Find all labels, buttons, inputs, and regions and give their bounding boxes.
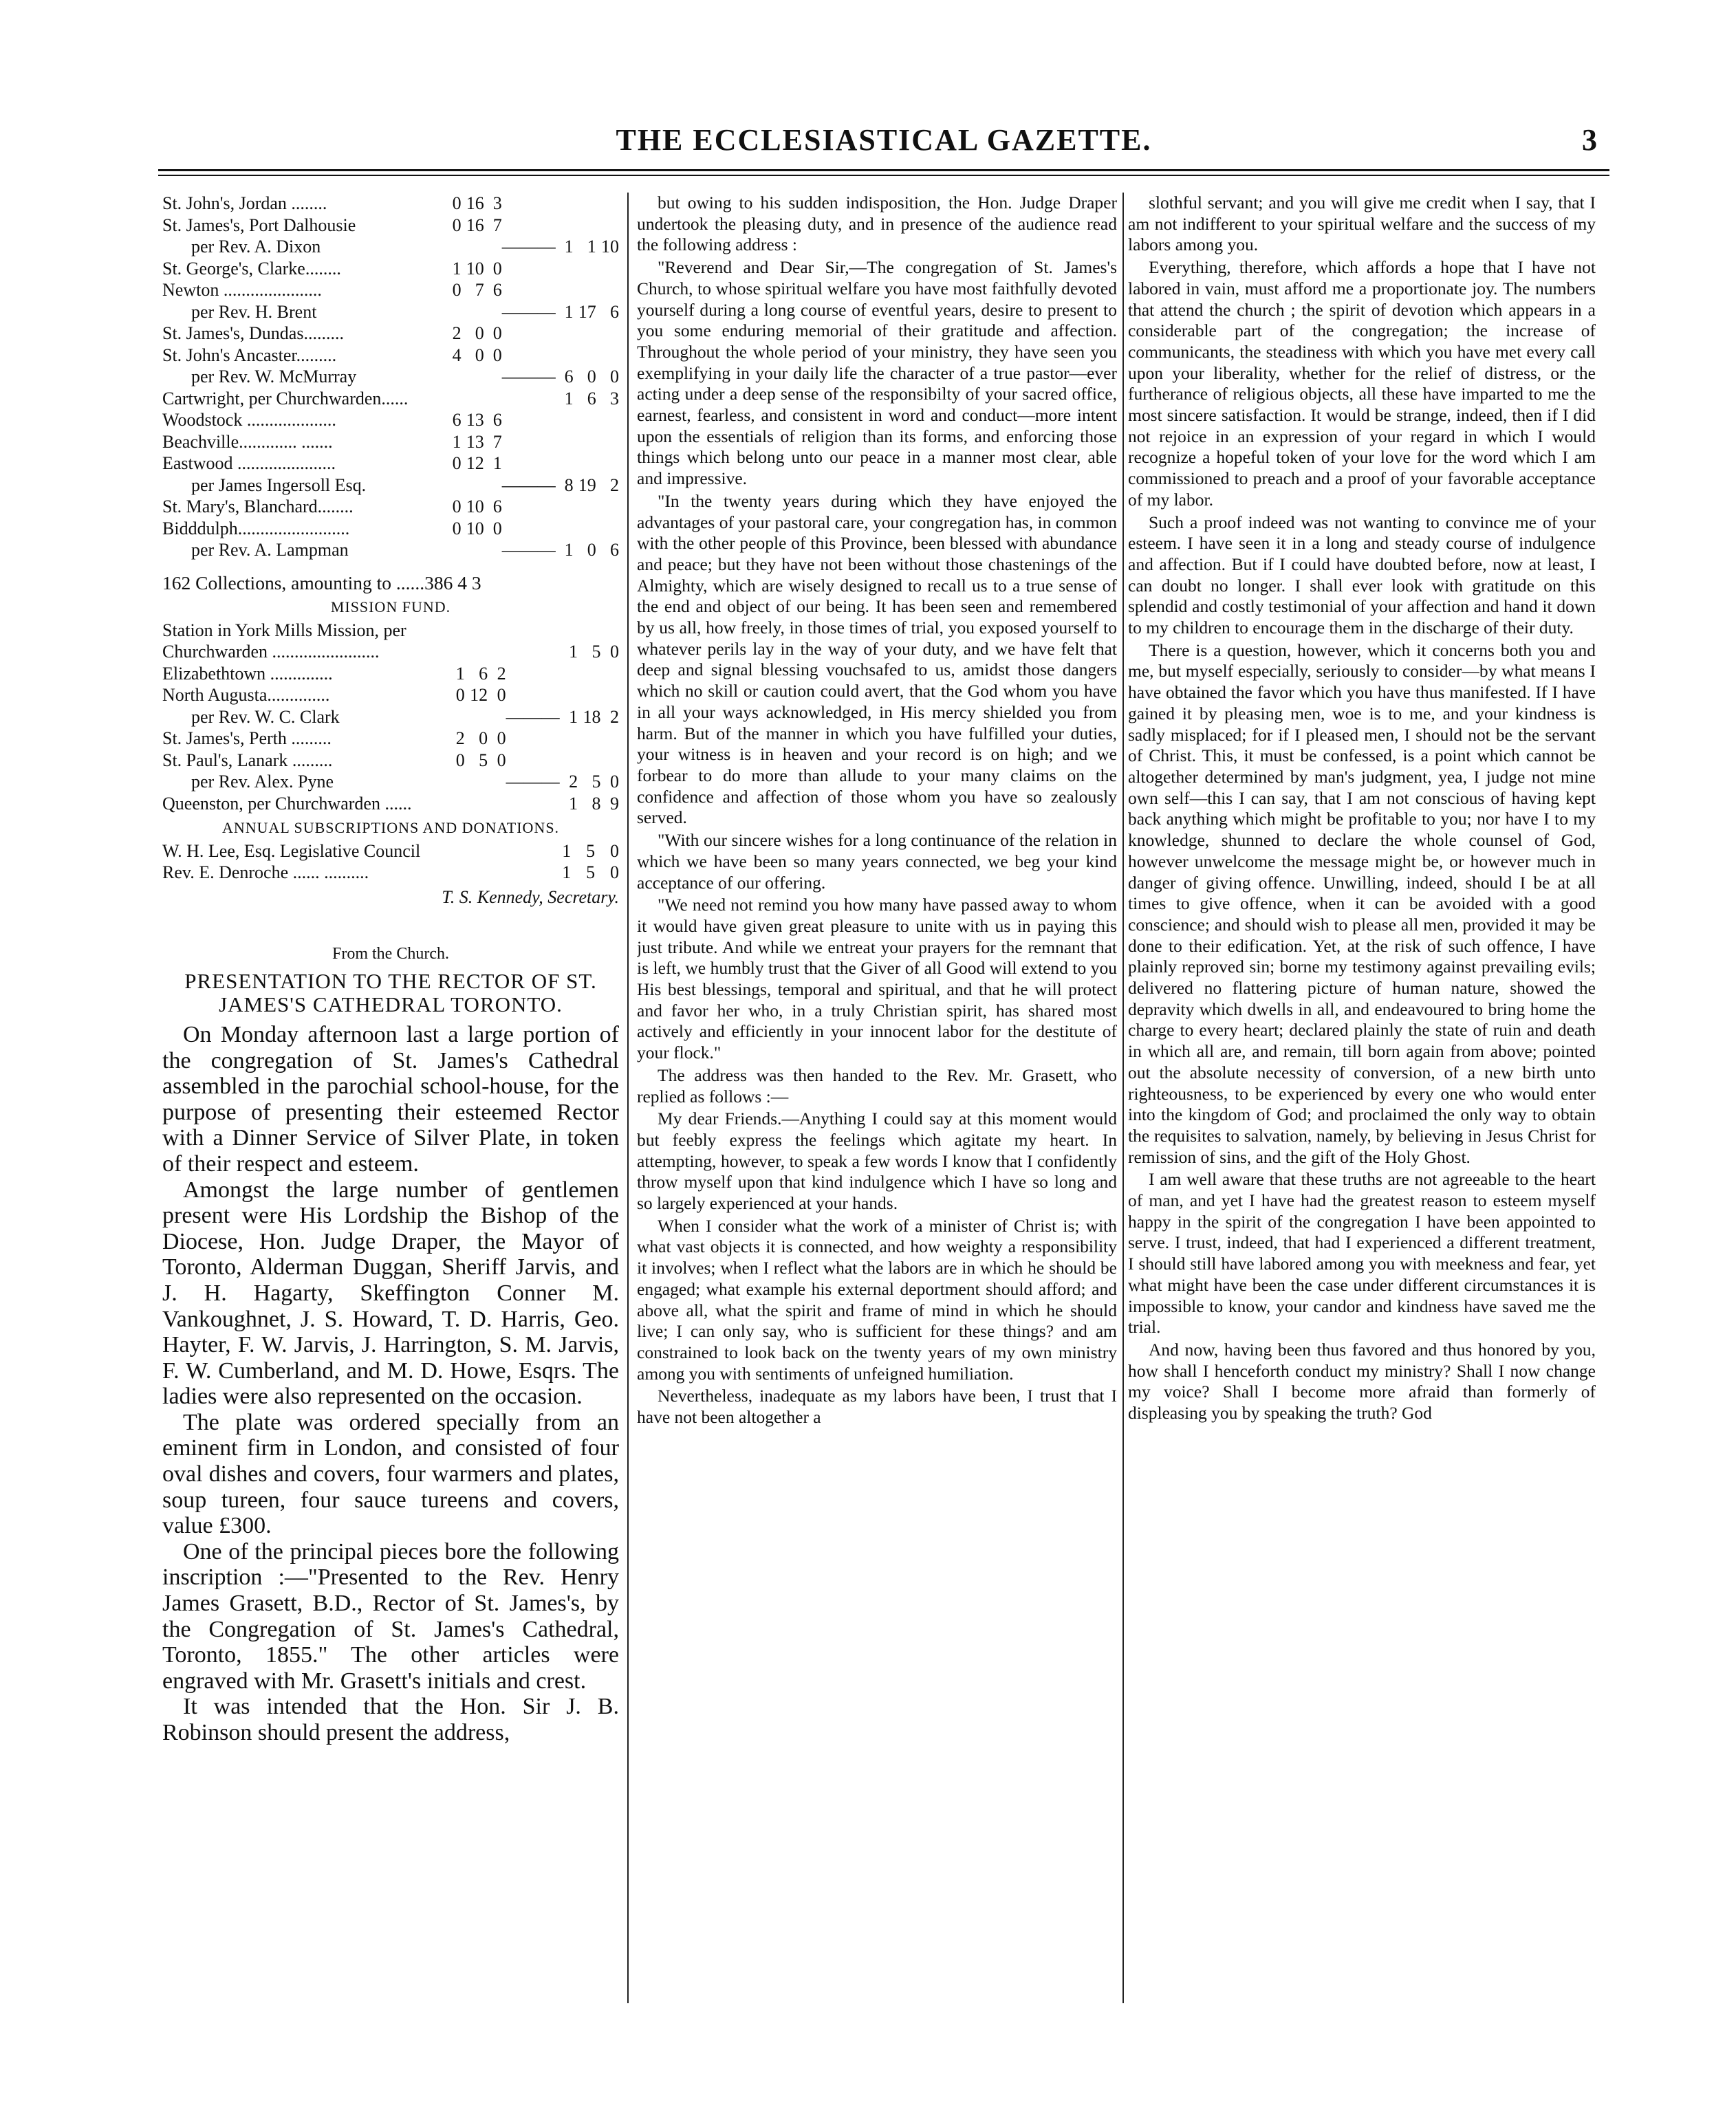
ledger-name: Newton ...................... [162, 280, 322, 300]
ledger-total-shillings [574, 518, 596, 540]
ledger-total-pounds [556, 345, 574, 367]
ledger-name: Woodstock .................... [162, 410, 336, 430]
ledger-dash [506, 728, 560, 750]
ledger-dash [502, 431, 556, 453]
ledger-shillings: 6 [479, 663, 488, 684]
ledger-total-pounds [560, 750, 578, 772]
ledger-dash [502, 388, 556, 410]
ledger-pence [488, 706, 506, 728]
ledger-pence: 7 [492, 215, 502, 235]
ledger-total-pence [601, 620, 620, 642]
ledger-shillings: 13 [466, 410, 484, 430]
ledger-total-shillings: 5 [592, 772, 601, 792]
ledger-row [162, 215, 619, 237]
ledger-total-pence [596, 518, 619, 540]
ledger-row [162, 539, 619, 561]
ledger-name: St. Paul's, Lanark ......... [162, 750, 333, 770]
ledger-name: per Rev. H. Brent [191, 301, 317, 322]
ledger-total-shillings [578, 663, 600, 685]
ledger-row [162, 728, 619, 750]
ledger-row [162, 475, 619, 497]
ledger-total-pounds [556, 323, 574, 345]
ledger-total-shillings [574, 215, 596, 237]
ledger-shillings [462, 366, 484, 388]
ledger-name: Cartwright, per Churchwarden...... [162, 388, 409, 408]
ledger-dash: ——— [506, 706, 560, 727]
ledger-name: W. H. Lee, Esq. Legislative Council [162, 840, 421, 861]
ledger-row [162, 431, 619, 453]
ledger-total-pence [596, 452, 619, 475]
ledger-row [162, 771, 619, 793]
ledger-total-shillings [578, 728, 600, 750]
ledger-total-shillings [574, 258, 596, 280]
address-paragraph: "We need not remind you how many have passed away to whom it would have given great pleasure to unite with us in paying this just tribute. And while we entreat your prayers for the remnant that is left, we humbly trust that the Giver of all Good will extend to you His best blessings, temporal and spiritual, and that he will protect and favor her who, in a truly Christian spirit, has shared most actively and efficiently in your innocent labor for the destitute of your flock." [637, 895, 1117, 1063]
masthead-title: THE ECCLESIASTICAL GAZETTE. [616, 123, 1152, 157]
annual-subscriptions-caption: ANNUAL SUBSCRIPTIONS AND DONATIONS. [221, 819, 560, 837]
ledger-pence [488, 793, 506, 815]
ledger-pence [484, 236, 502, 258]
ledger-shillings: 5 [479, 750, 488, 770]
ledger-dash [506, 684, 560, 706]
signed-text: T. S. Kennedy, Secretary. [442, 886, 619, 907]
ledger-pence: 1 [492, 453, 502, 473]
ledger-pounds [446, 793, 464, 815]
ledger-total-pence: 10 [601, 237, 619, 257]
ledger-total-pounds [556, 258, 574, 280]
article-body-col1 [162, 1022, 619, 1746]
ledger-name: Rev. E. Denroche ...... .......... [162, 862, 369, 883]
reply-paragraph: Such a proof indeed was not wanting to convince me of your esteem. I have seen it in a long and steady course of indulgence and affection. But if I could have doubted before, now at least, I can doubt no longer. I shall ever look with gratitude on this splendid and costly testimonial of your affection and hand it down to my children to encourage them in the discharge of their duty. [1128, 512, 1596, 638]
ledger-total-pence: 0 [610, 367, 619, 386]
ledger-total-shillings: 5 [586, 862, 596, 883]
ledger-pence: 0 [497, 728, 506, 749]
ledger-pounds [446, 706, 464, 728]
header-rule-thin [158, 175, 1609, 176]
ledger-name: per Rev. W. C. Clark [191, 706, 340, 727]
ledger-total-shillings [578, 750, 600, 772]
ledger-shillings: 10 [466, 497, 484, 516]
ledger-pounds [444, 366, 462, 388]
ledger-total-shillings: 0 [587, 540, 596, 560]
ledger-total-shillings: 5 [586, 840, 596, 861]
ledger-pence [488, 620, 506, 642]
ledger-shillings: 10 [466, 518, 484, 538]
ledger-total-pence: 6 [610, 301, 619, 322]
ledger-total-pounds: 1 [569, 642, 578, 662]
ledger-pounds [448, 840, 470, 862]
ledger-row [162, 193, 619, 215]
ledger-total-shillings [578, 684, 600, 706]
ledger-shillings [465, 620, 488, 642]
ledger-pence: 6 [492, 410, 502, 430]
ledger-total-shillings [574, 496, 596, 518]
ledger-pence: 0 [492, 518, 502, 538]
address-paragraph: "Reverend and Dear Sir,—The congregation of St. James's Church, to whose spiritual welfare you have most faithfully devoted yourself during a long course of eventful years, desire to present to you some enduring memorial of their gratitude and affection. Throughout the whole period of your ministry, they have seen you exemplifying in your daily life the character of a true pastor—ever acting under a deep sense of the responsibilty of your sacred office, earnest, fearless, and consistent in word and conduct—more intent upon the essentials of religion than its forms, and enforcing those things which belong unto our peace in a manner most clear, able and impressive. [637, 257, 1117, 489]
address-paragraph: The address was then handed to the Rev. Mr. Grasett, who replied as follows :— [637, 1065, 1117, 1106]
column-3 [1128, 193, 1596, 2010]
ledger-pounds: 1 [452, 258, 462, 279]
ledger-row [162, 641, 619, 663]
ledger-total-pence: 6 [610, 540, 619, 560]
ledger-total-pounds [560, 728, 578, 750]
address-paragraph: "With our sincere wishes for a long continuance of the relation in which we have been so many years connected, we beg your kind acceptance of our offering. [637, 830, 1117, 893]
ledger-name: per James Ingersoll Esq. [191, 475, 367, 495]
ledger-total-pence: 2 [610, 475, 619, 495]
ledger-shillings: 12 [470, 685, 488, 706]
ledger-shillings: 0 [479, 728, 488, 749]
ledger-row [162, 663, 619, 685]
ledger-pence: 0 [492, 258, 502, 279]
ledger-pence [484, 539, 502, 561]
annual-ledger [162, 840, 619, 884]
ledger-total-pence [596, 496, 619, 518]
ledger-pounds: 0 [452, 215, 462, 235]
ledger-row [162, 409, 619, 431]
ledger-shillings [465, 706, 488, 728]
ledger-dash [506, 620, 560, 642]
ledger-pence: 6 [492, 497, 502, 516]
ledger-total-pounds: 1 [564, 388, 574, 408]
collections-total: 162 Collections, amounting to ......386 4 3 [162, 571, 481, 593]
ledger-total-pounds: 1 [564, 540, 574, 560]
article-paragraph: Amongst the large number of gentlemen present were His Lordship the Bishop of the Diocese, Hon. Judge Draper, the Mayor of Toronto, Alderman Duggan, Sheriff Jarvis, and J. H. Hagarty, Skeffington Conner M. Vankoughnet, J. S. Howard, T. D. Harris, Geo. Hayter, F. W. Jarvis, J. Harrington, S. M. Jarvis, F. W. Cumberland, and M. D. Howe, Esqrs. The ladies were also represented on the occasion. [162, 1177, 619, 1410]
ledger-total-pounds [560, 663, 578, 685]
ledger-dash [502, 409, 556, 431]
ledger-total-shillings: 5 [592, 642, 601, 662]
ledger-dash [506, 750, 560, 772]
ledger-total-pounds [556, 518, 574, 540]
ledger-total-pounds [560, 620, 578, 642]
address-paragraph: but owing to his sudden indisposition, the Hon. Judge Draper undertook the pleasing duty, and in presence of the audience read the following address : [637, 193, 1117, 255]
ledger-name: Eastwood ...................... [162, 453, 336, 473]
ledger-name: Elizabethtown .............. [162, 663, 333, 684]
address-paragraph: When I consider what the work of a minister of Christ is; with what vast objects it is connected, and how weighty a responsibility it involves; when I reflect what the labors are in which he should be engaged; what example his external deportment should afford; and above all, what the spirit and frame of mind in which he should live; I can only say, who is sufficient for these things? and am constrained to look back on the twenty years of my own ministry among you with sentiments of unfeigned humiliation. [637, 1215, 1117, 1384]
ledger-total-pence [601, 663, 620, 685]
ledger-total-pounds: 8 [564, 475, 574, 495]
ledger-row [162, 388, 619, 410]
ledger-dash [502, 496, 556, 518]
article-paragraph: It was intended that the Hon. Sir J. B. Robinson should present the address, [162, 1694, 619, 1745]
ledger-total-pounds: 1 [562, 862, 572, 883]
ledger-total-pence: 3 [610, 388, 619, 408]
ledger-dash [506, 793, 560, 815]
ledger-total-pounds [560, 684, 578, 706]
ledger-name: St. John's Ancaster......... [162, 345, 337, 365]
ledger-main-rows [162, 193, 619, 561]
ledger-pence [484, 366, 502, 388]
ledger-total-pounds: 1 [569, 706, 578, 727]
ledger-dash: ——— [501, 540, 556, 560]
ledger-shillings: 16 [466, 193, 484, 213]
ledger-dash [514, 840, 547, 862]
header-rule [158, 169, 1609, 171]
ledger-pence [484, 475, 502, 497]
ledger-total-pounds: 6 [564, 367, 574, 386]
ledger-total-pounds [556, 279, 574, 301]
ledger-total-shillings: 19 [578, 475, 596, 495]
ledger-total-pounds: 1 [562, 840, 572, 861]
ledger-pence [488, 771, 506, 793]
ledger-row [162, 620, 619, 642]
ledger-row [162, 840, 619, 862]
ledger-dash: ——— [506, 772, 560, 792]
ledger-total-pence [596, 279, 619, 301]
ledger-pounds [444, 475, 462, 497]
ledger-dash [502, 345, 556, 367]
source-line: From the Church. [332, 945, 449, 963]
ledger-pence: 2 [497, 663, 506, 684]
ledger-pence [488, 641, 506, 663]
ledger-row [162, 684, 619, 706]
ledger-name: St. John's, Jordan ........ [162, 193, 327, 213]
ledger-row [162, 706, 619, 728]
ledger-name: per Rev. Alex. Pyne [191, 772, 334, 792]
collections-ledger [162, 193, 619, 561]
ledger-pounds: 2 [452, 323, 462, 343]
ledger-total-shillings [574, 431, 596, 453]
ledger-total-pence [596, 345, 619, 367]
ledger-total-pounds: 2 [569, 772, 578, 792]
ledger-name: Bidddulph......................... [162, 518, 350, 538]
ledger-shillings: 16 [466, 215, 484, 235]
ledger-total-pounds [556, 193, 574, 215]
ledger-shillings [462, 475, 484, 497]
reply-paragraph: I am well aware that these truths are not agreeable to the heart of man, and yet I have had the greatest reason to esteem myself happy in the spirit of the congregation I have been appointed to serve. I trust, indeed, that had I experienced a different treatment, I should still have labored among you with meekness and fear, yet what might have been the case under different circumstances it is impossible to know, your candor and kindness have saved me the trial. [1128, 1169, 1596, 1338]
ledger-pounds: 2 [455, 728, 465, 749]
ledger-row [162, 518, 619, 540]
ledger-name: St. James's, Perth ......... [162, 728, 332, 749]
ledger-total-shillings [574, 193, 596, 215]
ledger-name: per Rev. A. Dixon [191, 237, 321, 257]
ledger-row [162, 323, 619, 345]
ledger-name: Station in York Mills Mission, per [162, 620, 406, 640]
address-paragraph: "In the twenty years during which they have enjoyed the advantages of your pastoral care, your congregation has, in common with the other people of this Province, been blessed with abundance and peace; but they have not been without those chastenings of the Almighty, which are wisely designed to recall us to a true sense of the end and object of our being. It has been seen and remembered by us all, how freely, in those times of trial, you exposed yourself to whatever perils lay in the way of your duty, and we have felt that deep and signal blessing vouchsafed to us, amidst those dangers which no skill or caution could avert, that the God whom you have in all your ways acknowledged, in His mercy shielded you from harm. But of the manner in which you have fulfilled your duties, your witness is in heaven and your record is on high; and we forbear to do more than allude to your many claims on the confidence and affection of those whom you have so zealously served. [637, 490, 1117, 828]
ledger-pence: 0 [492, 323, 502, 343]
ledger-shillings [462, 539, 484, 561]
ledger-pence [492, 862, 514, 884]
ledger-dash [506, 641, 560, 663]
column-divider [627, 193, 629, 2003]
ledger-total-shillings [574, 345, 596, 367]
ledger-total-pence [601, 684, 620, 706]
ledger-total-pounds: 1 [569, 793, 578, 814]
article-paragraph: One of the principal pieces bore the following inscription :—"Presented to the Rev. Henry James Grasett, B.D., Rector of St. James's, by the Congregation of St. James's Cathedral, Toronto, 1855." The other articles were engraved with Mr. Grasett's initials and crest. [162, 1538, 619, 1694]
ledger-name: Queenston, per Churchwarden ...... [162, 793, 412, 814]
ledger-pounds [444, 301, 462, 323]
ledger-pounds [444, 236, 462, 258]
ledger-total-shillings [574, 279, 596, 301]
ledger-name: per Rev. A. Lampman [191, 540, 349, 560]
ledger-dash [502, 258, 556, 280]
ledger-row [162, 258, 619, 280]
ledger-pence: 0 [492, 345, 502, 365]
ledger-pounds: 1 [455, 663, 465, 684]
ledger-total-pounds [556, 409, 574, 431]
ledger-total-shillings: 1 [587, 237, 596, 257]
ledger-name: per Rev. W. McMurray [191, 367, 357, 386]
ledger-row [162, 862, 619, 884]
ledger-row [162, 793, 619, 815]
ledger-total-shillings [578, 620, 600, 642]
ledger-pounds: 4 [452, 345, 462, 365]
column-divider [1122, 193, 1124, 2003]
ledger-total-pounds: 1 [564, 237, 574, 257]
ledger-shillings [465, 771, 488, 793]
ledger-name: St. James's, Dundas......... [162, 323, 344, 343]
ledger-shillings: 0 [475, 323, 484, 343]
ledger-total-pence [601, 728, 620, 750]
mission-fund-caption: MISSION FUND. [330, 598, 451, 616]
ledger-total-pence: 2 [610, 706, 619, 727]
ledger-shillings [470, 840, 492, 862]
ledger-total-pence [596, 193, 619, 215]
ledger-pence [484, 301, 502, 323]
ledger-mission-rows [162, 620, 619, 815]
ledger-total-pence [596, 215, 619, 237]
ledger-shillings: 13 [466, 431, 484, 452]
ledger-name: St. James's, Port Dalhousie [162, 215, 356, 235]
ledger-total-pence: 9 [610, 793, 619, 814]
ledger-name: St. George's, Clarke........ [162, 258, 341, 279]
ledger-pounds: 6 [452, 410, 462, 430]
ledger-total-shillings: 17 [578, 301, 596, 322]
ledger-total-pounds [556, 215, 574, 237]
ledger-pounds: 1 [452, 431, 462, 452]
article-paragraph: The plate was ordered specially from an eminent firm in London, and consisted of four oval dishes and covers, four warmers and plates, soup tureen, four sauce tureens and covers, value £300. [162, 1409, 619, 1539]
ledger-pounds: 0 [455, 685, 465, 706]
ledger-total-shillings: 18 [583, 706, 601, 727]
ledger-dash [502, 323, 556, 345]
ledger-row [162, 236, 619, 258]
ledger-dash [502, 452, 556, 475]
page-number: 3 [1582, 123, 1597, 157]
reply-paragraph: Everything, therefore, which affords a hope that I have not labored in vain, must afford me a proportionate joy. The numbers that attend the church ; the spirit of devotion which appears in a considerable part of the congregation; the increase of communicants, the steadiness with which you have met every call upon your liberality, whether for the relief of distress, or the furtherance of religious objects, all these have imparted to me the most sincere satisfaction. It would be strange, indeed, then if I did not rejoice in an expression of your regard in which I would recognize a hopeful token of your love for the word which I am commissioned to preach and a proof of your favorable acceptance of my labor. [1128, 257, 1596, 510]
ledger-total-pounds: 1 [564, 301, 574, 322]
ledger-shillings [462, 236, 484, 258]
address-paragraph: Nevertheless, inadequate as my labors have been, I trust that I have not been altogether a [637, 1386, 1117, 1428]
ledger-dash [514, 862, 547, 884]
ledger-annual-rows [162, 840, 619, 884]
ledger-pence: 0 [497, 750, 506, 770]
ledger-dash: ——— [501, 475, 556, 495]
ledger-pounds: 0 [452, 280, 462, 300]
ledger-dash [502, 215, 556, 237]
ledger-total-pounds [556, 496, 574, 518]
ledger-total-shillings [574, 409, 596, 431]
ledger-total-pounds [556, 452, 574, 475]
ledger-pounds: 0 [452, 193, 462, 213]
ledger-pence [492, 840, 514, 862]
ledger-pounds [446, 620, 464, 642]
ledger-pence: 3 [492, 193, 502, 213]
ledger-shillings [470, 862, 492, 884]
ledger-total-pence [596, 258, 619, 280]
ledger-total-pence: 0 [610, 642, 619, 662]
secretary-signature [162, 886, 619, 908]
ledger-total-pence: 0 [610, 840, 619, 861]
column-1 [162, 193, 619, 2010]
article-paragraph: On Monday afternoon last a large portion of the congregation of St. James's Cathedral assembled in the parochial school-house, for the purpose of presenting their esteemed Rector with a Dinner Service of Silver Plate, in token of their respect and esteem. [162, 1021, 619, 1177]
ledger-pounds [446, 771, 464, 793]
ledger-total-shillings: 6 [587, 388, 596, 408]
ledger-name: St. Mary's, Blanchard........ [162, 497, 354, 516]
ledger-total-pounds [556, 431, 574, 453]
ledger-pence: 6 [492, 280, 502, 300]
ledger-pounds: 0 [455, 750, 465, 770]
ledger-pounds: 0 [452, 518, 462, 538]
ledger-row [162, 496, 619, 518]
ledger-total-pence [601, 750, 620, 772]
ledger-shillings [465, 641, 488, 663]
mission-ledger [162, 620, 619, 815]
ledger-total-shillings [574, 323, 596, 345]
ledger-dash [506, 663, 560, 685]
ledger-pounds: 0 [452, 497, 462, 516]
ledger-shillings [462, 301, 484, 323]
ledger-shillings [462, 388, 484, 410]
ledger-shillings: 7 [475, 280, 484, 300]
article-headline: PRESENTATION TO THE RECTOR OF ST. JAMES'S CATHEDRAL TORONTO. [184, 968, 597, 1016]
ledger-total-shillings: 0 [587, 367, 596, 386]
ledger-row [162, 301, 619, 323]
ledger-dash [502, 518, 556, 540]
ledger-dash: ——— [501, 367, 556, 386]
reply-paragraph: slothful servant; and you will give me credit when I say, that I am not indifferent to your spiritual welfare and the success of my labors among you. [1128, 193, 1596, 255]
ledger-total-pence [596, 431, 619, 453]
ledger-total-shillings: 8 [592, 793, 601, 814]
ledger-shillings: 10 [466, 258, 484, 279]
ledger-pounds: 0 [452, 453, 462, 473]
ledger-total-pence [596, 323, 619, 345]
ledger-row [162, 345, 619, 367]
ledger-pounds [444, 388, 462, 410]
ledger-dash [502, 193, 556, 215]
ledger-row [162, 279, 619, 301]
ledger-pounds [448, 862, 470, 884]
ledger-dash: ——— [501, 301, 556, 322]
ledger-pounds [446, 641, 464, 663]
ledger-row [162, 452, 619, 475]
column-2 [637, 193, 1117, 2010]
ledger-row [162, 366, 619, 388]
address-paragraph: My dear Friends.—Anything I could say at this moment would but feebly express the feelings which agitate my heart. In attempting, however, to speak a few words I know that I confidently throw myself upon that kind indulgence which I have so long and so largely experienced at your hands. [637, 1109, 1117, 1214]
ledger-pence: 0 [497, 685, 506, 706]
ledger-pence: 7 [492, 431, 502, 452]
ledger-shillings: 0 [475, 345, 484, 365]
reply-paragraph: And now, having been thus favored and thus honored by you, how shall I henceforth conduct my ministry? Shall I now change my voice? Shall I become more afraid than formerly of displeasing you by speaking the truth? God [1128, 1339, 1596, 1424]
ledger-name: North Augusta.............. [162, 685, 330, 706]
ledger-shillings: 12 [466, 453, 484, 473]
ledger-shillings [465, 793, 488, 815]
ledger-pounds [444, 539, 462, 561]
ledger-name: Churchwarden ........................ [162, 642, 380, 662]
ledger-name: Beachville............. ....... [162, 431, 333, 452]
ledger-total-pence [596, 409, 619, 431]
reply-paragraph: There is a question, however, which it concerns both you and me, but myself especially, seriously to consider—by what means I have obtained the favor which you have thus manifested. If I have gained it by pleasing men, woe is to me, and your kindness is sadly misplaced; for if I pleased men, I should not be the servant of Christ. This, it must be confessed, is a point which cannot be altogether determined by man's judgment, yea, I judge not mine own self—this I can say, that I am not conscious of having kept back anything which might be profitable to you; nor have I to my knowledge, shunned to declare the whole counsel of God, however unwelcome the message might be, or however much in danger of giving offence. Unwilling, indeed, should I be at all times to give offence, when it can be avoided with a good conscience; and should wish to please all men, provided it may be done to their edification. Yet, at the risk of such offence, I have plainly reproved sin; borne my testimony against prevailing evils; delivered no flattering picture of human nature, showed the depravity which dwells in all, and endeavoured to bring home the charge to every heart; declared plainly the state of ruin and death in which all are, and remain, till born again from above; pointed out the absolute necessity of conversion, of a new birth unto righteousness, to be experienced by every one who would enter into the kingdom of God; and proclaimed the only way to obtain the requisites to salvation, namely, by believing in Jesus Christ for remission of sins, and the gift of the Holy Ghost. [1128, 640, 1596, 1167]
ledger-row [162, 750, 619, 772]
ledger-pence [484, 388, 502, 410]
ledger-total-shillings [574, 452, 596, 475]
ledger-dash: ——— [501, 237, 556, 257]
ledger-total-pence: 0 [610, 772, 619, 792]
ledger-total-pence: 0 [610, 862, 619, 883]
ledger-dash [502, 279, 556, 301]
